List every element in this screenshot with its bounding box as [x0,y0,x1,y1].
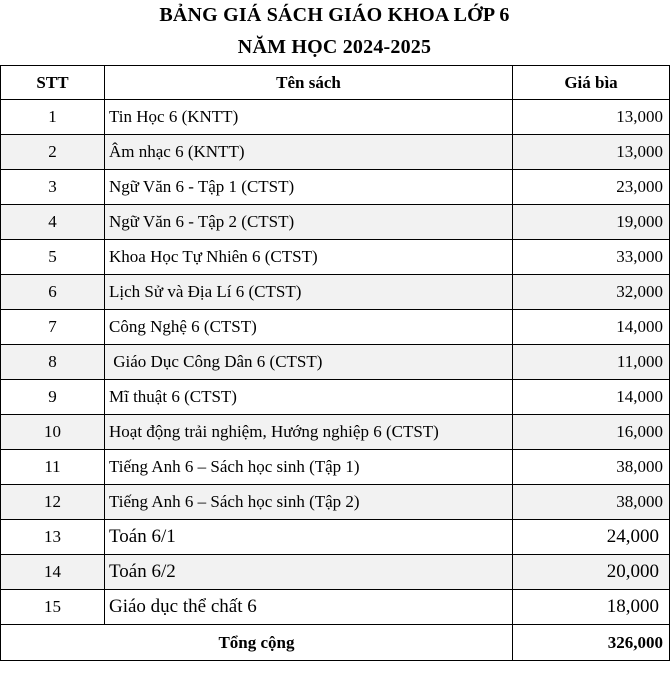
row-price: 14,000 [513,310,670,345]
row-name: Khoa Học Tự Nhiên 6 (CTST) [105,240,513,275]
row-name: Hoạt động trải nghiệm, Hướng nghiệp 6 (CTST) [105,415,513,450]
total-label: Tổng cộng [1,625,513,661]
header-price: Giá bìa [513,66,670,100]
table-row [1,100,670,135]
row-name: Tiếng Anh 6 – Sách học sinh (Tập 1) [105,450,513,485]
row-price: 18,000 [513,590,670,625]
row-name: Ngữ Văn 6 - Tập 2 (CTST) [105,205,513,240]
row-stt: 3 [1,170,105,205]
row-stt: 7 [1,310,105,345]
row-name: Toán 6/1 [105,520,513,555]
row-stt: 11 [1,450,105,485]
table-row [1,555,670,590]
row-name: Mĩ thuật 6 (CTST) [105,380,513,415]
row-price: 38,000 [513,485,670,520]
sheet-title: BẢNG GIÁ SÁCH GIÁO KHOA LỚP 6 [159,4,510,26]
table-row [1,275,670,310]
row-price: 20,000 [513,555,670,590]
table-row [1,170,670,205]
table-row [1,450,670,485]
row-price: 19,000 [513,205,670,240]
row-stt: 1 [1,100,105,135]
row-name: Giáo dục thể chất 6 [105,590,513,625]
row-price: 24,000 [513,520,670,555]
table-row [1,380,670,415]
row-stt: 10 [1,415,105,450]
row-name: Giáo Dục Công Dân 6 (CTST) [105,345,513,380]
table-row [1,240,670,275]
table-row [1,520,670,555]
row-price: 11,000 [513,345,670,380]
table-row [1,590,670,625]
table-row [1,415,670,450]
row-name: Ngữ Văn 6 - Tập 1 (CTST) [105,170,513,205]
row-stt: 8 [1,345,105,380]
row-price: 13,000 [513,135,670,170]
table-row [1,310,670,345]
row-name: Toán 6/2 [105,555,513,590]
row-price: 23,000 [513,170,670,205]
row-stt: 9 [1,380,105,415]
row-name: Tiếng Anh 6 – Sách học sinh (Tập 2) [105,485,513,520]
row-stt: 12 [1,485,105,520]
header-stt: STT [1,66,105,100]
row-stt: 15 [1,590,105,625]
row-stt: 4 [1,205,105,240]
table-row [1,345,670,380]
sheet-subtitle: NĂM HỌC 2024-2025 [237,36,432,58]
row-price: 16,000 [513,415,670,450]
row-price: 13,000 [513,100,670,135]
row-price: 33,000 [513,240,670,275]
table-row [1,205,670,240]
row-stt: 5 [1,240,105,275]
row-price: 14,000 [513,380,670,415]
row-price: 38,000 [513,450,670,485]
header-name: Tên sách [105,66,513,100]
row-name: Tin Học 6 (KNTT) [105,100,513,135]
row-name: Âm nhạc 6 (KNTT) [105,135,513,170]
price-table [0,65,670,661]
row-stt: 14 [1,555,105,590]
row-stt: 2 [1,135,105,170]
row-name: Công Nghệ 6 (CTST) [105,310,513,345]
header-row [1,66,670,100]
table-row [1,135,670,170]
row-name: Lịch Sử và Địa Lí 6 (CTST) [105,275,513,310]
total-value: 326,000 [513,625,670,661]
table-row [1,485,670,520]
row-stt: 13 [1,520,105,555]
total-row [1,625,670,661]
row-price: 32,000 [513,275,670,310]
row-stt: 6 [1,275,105,310]
